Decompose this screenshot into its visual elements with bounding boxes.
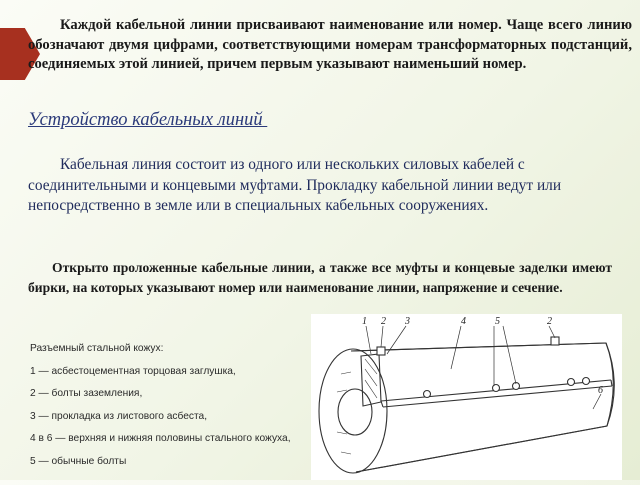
tags-paragraph-end: . xyxy=(559,279,563,295)
legend-item: 1 — асбестоцементная торцовая заглушка, xyxy=(30,365,236,377)
steel-casing-drawing xyxy=(311,314,622,480)
figure-label-4: 4 xyxy=(461,316,466,327)
casing-top-line xyxy=(351,343,606,351)
bolts xyxy=(377,337,590,398)
casing-inner-ring xyxy=(338,389,372,435)
legend-item: 3 — прокладка из листового асбеста, xyxy=(30,410,208,422)
leader-lines xyxy=(366,326,601,409)
tags-paragraph-text: Открыто проложенные кабельные линии, а также все муфты и концевые заделки имеют бирки, на которых указывают номер или наименование линии, напряжение и сечение xyxy=(28,260,612,295)
legend-title: Разъемный стальной кожух: xyxy=(30,343,164,354)
figure-label-5: 5 xyxy=(495,316,500,327)
figure-legend xyxy=(30,342,330,477)
section-heading: Устройство кабельных линий xyxy=(28,110,268,130)
steel-casing-figure xyxy=(311,314,622,480)
figure-label-2a: 2 xyxy=(381,316,386,327)
legend-item: 2 — болты заземления, xyxy=(30,388,143,399)
legend-item: 4 в 6 — верхняя и нижняя половины стального кожуха, xyxy=(30,433,291,444)
figure-label-1: 1 xyxy=(362,316,367,327)
figure-label-3: 3 xyxy=(405,316,410,327)
figure-label-2b: 2 xyxy=(547,316,552,327)
body-paragraph: Кабельная линия состоит из одного или нескольких силовых кабелей с соединительными и концевыми муфтами. Прокладку кабельной линии ведут или непосредственно в земле или в специальных кабельных сооружениях. xyxy=(28,156,562,214)
casing-bottom-line xyxy=(356,426,607,472)
casing-body xyxy=(351,343,613,472)
legend-item: 5 — обычные болты xyxy=(30,455,127,467)
intro-paragraph: Каждой кабельной линии присваивают наименование или номер. Чаще всего линию обозначают двумя цифрами, соответствующими номерам трансформаторных подстанций, соединяемых этой линией, причем первым указывают наименьший номер. xyxy=(28,17,632,72)
tags-paragraph xyxy=(28,258,612,297)
figure-label-6: 6 xyxy=(598,385,603,396)
